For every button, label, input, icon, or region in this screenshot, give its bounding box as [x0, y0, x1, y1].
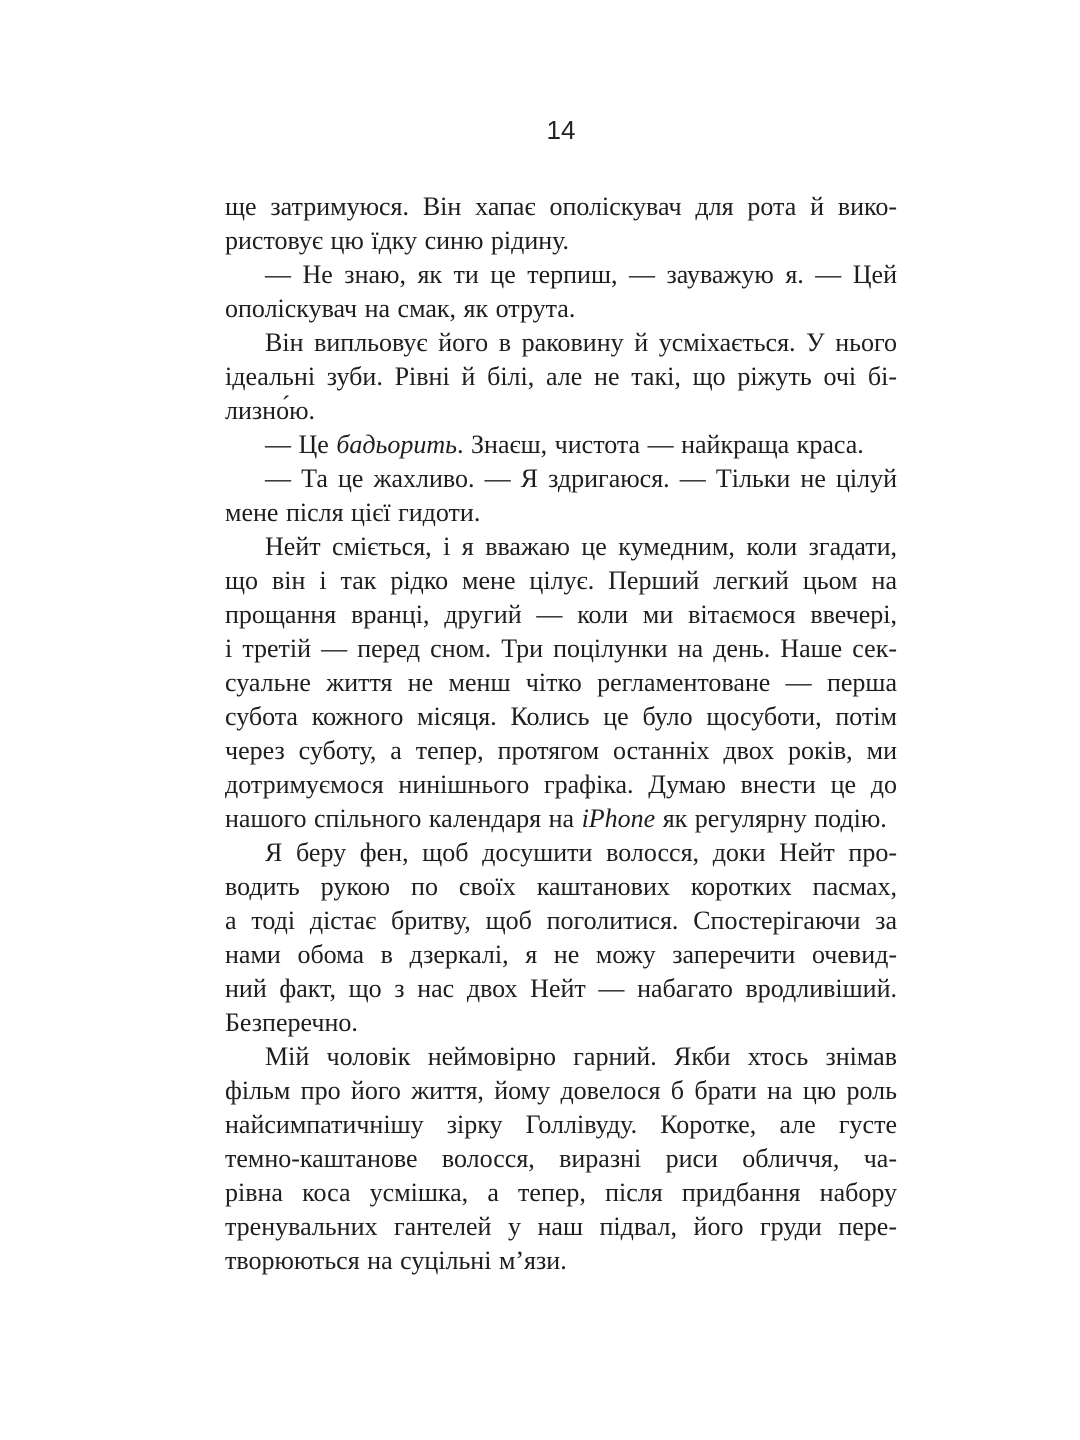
text-segment: — Та це жахливо. — Я здригаюся. — Тільки не цілуй [265, 464, 897, 493]
text-segment: як регулярну подію. [655, 804, 887, 833]
text-line [225, 1142, 897, 1176]
text-segment: водить рукою по своїх каштанових коротких пасмах, [225, 872, 897, 901]
text-segment: ристовує цю їдку синю рідину. [225, 226, 570, 255]
text-segment: нами обома в дзеркалі, я не можу заперечити очевид- [225, 940, 897, 969]
text-line [225, 292, 897, 326]
text-segment: нашого спільного календаря на [225, 804, 582, 833]
text-segment: . Знаєш, чистота — найкраща краса. [457, 430, 864, 459]
text-segment: мене після цієї гидоти. [225, 498, 481, 527]
text-segment: — Не знаю, як ти це терпиш, — зауважую я. — Цей [265, 260, 897, 289]
text-segment: ополіскувач на смак, як отрута. [225, 294, 576, 323]
text-line [225, 326, 897, 360]
text-segment: і третій — перед сном. Три поцілунки на день. Наше сек- [225, 634, 897, 663]
text-line [225, 768, 897, 802]
text-segment: — Це [265, 430, 337, 459]
page-number: 14 [546, 115, 576, 145]
text-segment: Нейт сміється, і я вважаю це кумедним, коли згадати, [265, 532, 897, 561]
text-segment: Мій чоловік неймовірно гарний. Якби хтось знімав [265, 1042, 897, 1071]
text-segment: Безперечно. [225, 1008, 358, 1037]
text-line [225, 734, 897, 768]
text-line [225, 394, 897, 428]
text-segment: а тоді дістає бритву, щоб поголитися. Спостерігаючи за [225, 906, 897, 935]
text-line [225, 836, 897, 870]
text-line [225, 870, 897, 904]
text-line [225, 496, 897, 530]
text-line [225, 462, 897, 496]
text-segment: ний факт, що з нас двох Нейт — набагато вродливіший. [225, 974, 897, 1003]
text-segment: найсимпатичнішу зірку Голлівуду. Коротке, але густе [225, 1110, 897, 1139]
text-line [225, 224, 897, 258]
text-segment: Я беру фен, щоб досушити волосся, доки Нейт про- [265, 838, 897, 867]
text-line [225, 1006, 897, 1040]
text-line [225, 598, 897, 632]
text-segment: через суботу, а тепер, протягом останніх двох років, ми [225, 736, 897, 765]
italic-text-segment: бадьорить [336, 430, 457, 459]
text-line [225, 632, 897, 666]
text-line [225, 1074, 897, 1108]
text-line [225, 938, 897, 972]
text-segment: ідеальні зуби. Рівні й білі, але не такі, що ріжуть очі бі- [225, 362, 897, 391]
text-line [225, 666, 897, 700]
text-line [225, 1040, 897, 1074]
text-segment: Він випльовує його в раковину й усміхається. У нього [265, 328, 897, 357]
text-segment: фільм про його життя, йому довелося б брати на цю роль [225, 1076, 897, 1105]
text-segment: лизно́ю. [225, 396, 315, 425]
text-line [225, 1210, 897, 1244]
text-line [225, 428, 897, 462]
text-segment: суальне життя не менш чітко регламентоване — перша [225, 668, 897, 697]
text-line [225, 360, 897, 394]
text-line [225, 972, 897, 1006]
text-segment: дотримуємося нинішнього графіка. Думаю внести це до [225, 770, 897, 799]
text-line [225, 1244, 897, 1278]
text-line [225, 564, 897, 598]
text-line [225, 802, 897, 836]
text-segment: субота кожного місяця. Колись це було щосуботи, потім [225, 702, 897, 731]
text-segment: що він і так рідко мене цілує. Перший легкий цьом на [225, 566, 897, 595]
text-line [225, 530, 897, 564]
text-line [225, 1176, 897, 1210]
text-segment: творюються на суцільні м’язи. [225, 1246, 567, 1275]
text-line [225, 1108, 897, 1142]
text-line [225, 190, 897, 224]
text-line [225, 904, 897, 938]
text-line [225, 700, 897, 734]
text-segment: ще затримуюся. Він хапає ополіскувач для рота й вико- [225, 192, 897, 221]
text-segment: прощання вранці, другий — коли ми вітаємося ввечері, [225, 600, 897, 629]
text-segment: рівна коса усмішка, а тепер, після придбання набору [225, 1178, 897, 1207]
text-line [225, 258, 897, 292]
text-segment: темно-каштанове волосся, виразні риси обличчя, ча- [225, 1144, 897, 1173]
body-text [225, 190, 897, 1278]
text-segment: тренувальних гантелей у наш підвал, його груди пере- [225, 1212, 897, 1241]
italic-text-segment: iPhone [581, 804, 656, 833]
